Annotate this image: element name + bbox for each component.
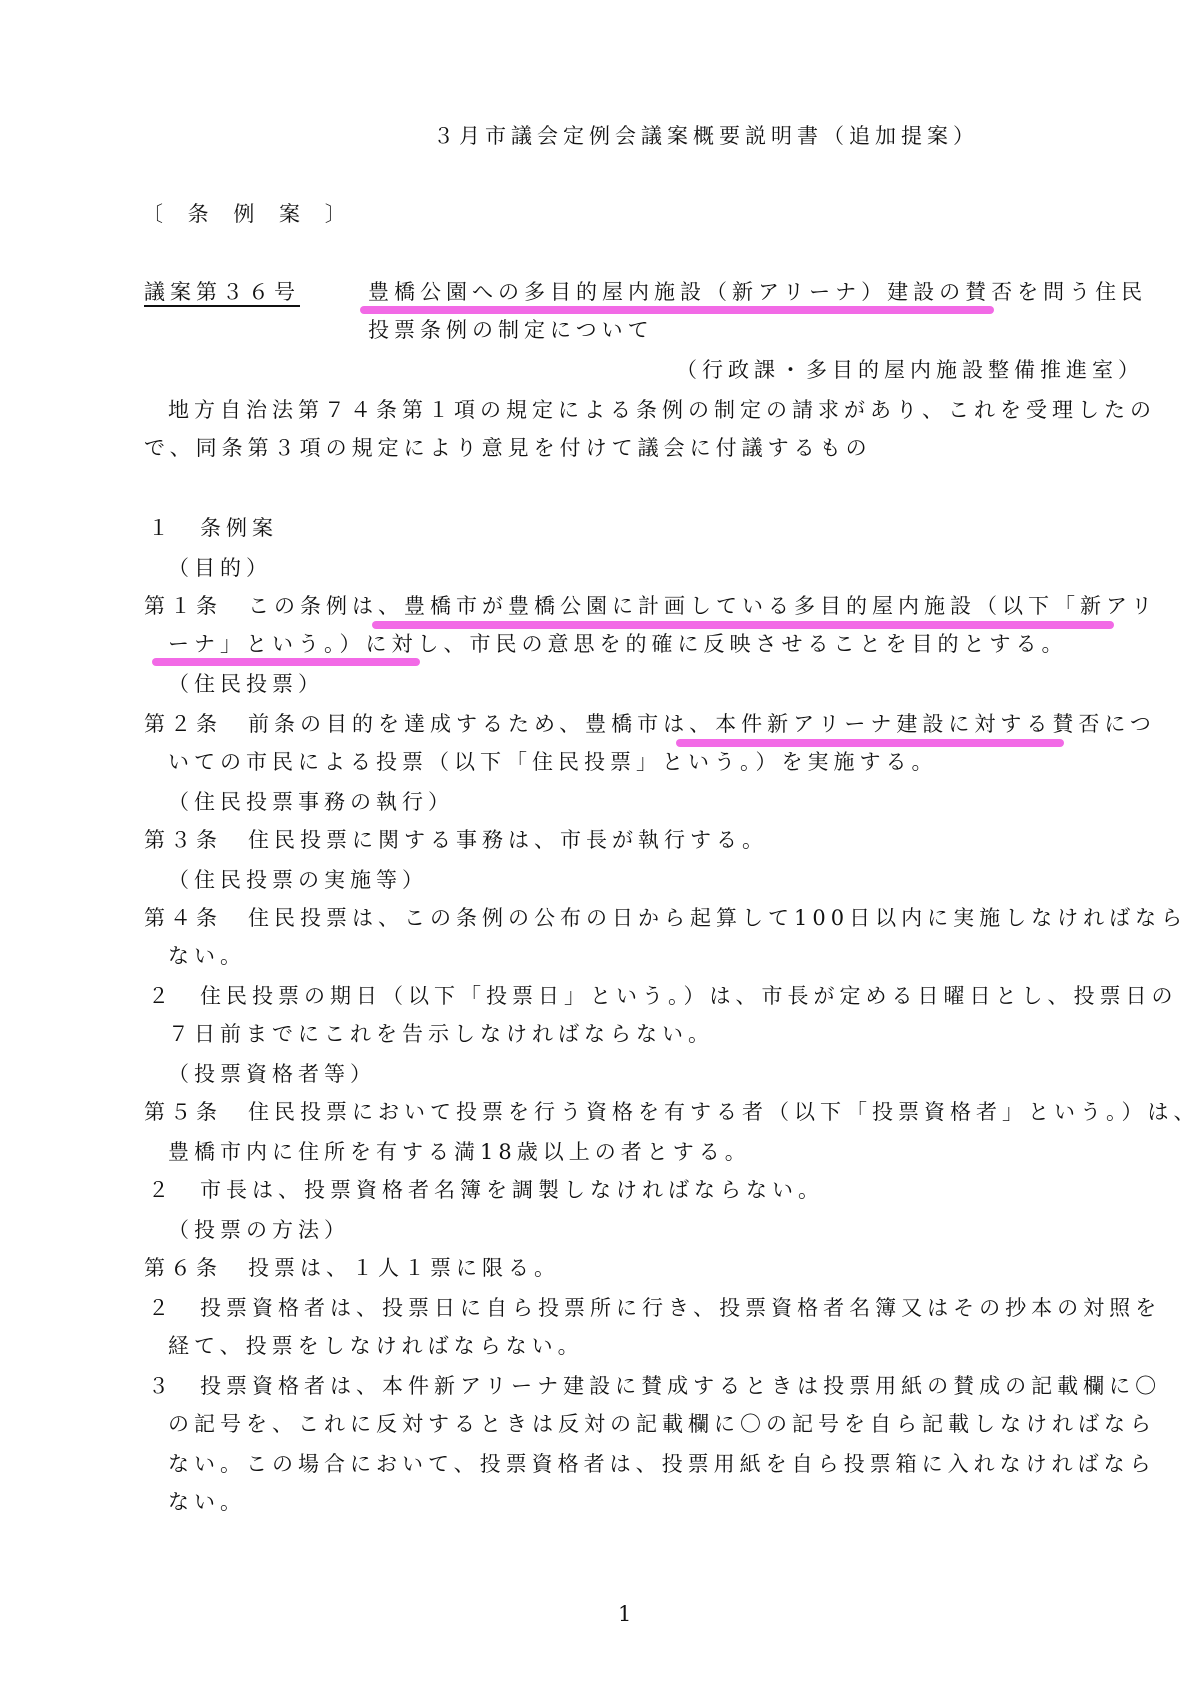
article-2-line1: 第２条 前条の目的を達成するため、豊橋市は、本件新アリーナ建設に対する賛否につ	[144, 712, 1156, 736]
article-heading: （投票の方法）	[168, 1218, 350, 1242]
highlight-mark	[152, 658, 420, 666]
bill-number: 議案第３６号	[144, 280, 300, 304]
article-5-line1: 第５条 住民投票において投票を行う資格を有する者（以下「投票資格者」という。）は、	[144, 1100, 1200, 1124]
article-6-para2-line1: ２ 投票資格者は、投票日に自ら投票所に行き、投票資格者名簿又はその抄本の対照を	[148, 1296, 1162, 1320]
highlight-mark	[360, 306, 994, 314]
article-4-line1: 第４条 住民投票は、この条例の公布の日から起算して100日以内に実施しなければなら	[144, 906, 1188, 930]
article-6-line1: 第６条 投票は、１人１票に限る。	[144, 1256, 560, 1280]
summary-line2: で、同条第３項の規定により意見を付けて議会に付議するもの	[144, 436, 872, 460]
article-1-line2: ーナ」という。）に対し、市民の意思を的確に反映させることを目的とする。	[168, 632, 1068, 656]
article-heading: （住民投票の実施等）	[168, 868, 428, 892]
article-4-para2-line2: ７日前までにこれを告示しなければならない。	[168, 1022, 714, 1046]
article-3-line1: 第３条 住民投票に関する事務は、市長が執行する。	[144, 828, 768, 852]
article-5-para2-line1: ２ 市長は、投票資格者名簿を調製しなければならない。	[148, 1178, 824, 1202]
article-6-para3-line3: ない。この場合において、投票資格者は、投票用紙を自ら投票箱に入れなければなら	[168, 1452, 1156, 1476]
article-2-line2: いての市民による投票（以下「住民投票」という。）を実施する。	[168, 750, 938, 774]
category-label: 〔 条 例 案 〕	[142, 202, 355, 226]
page-number: 1	[618, 1602, 632, 1626]
document-title: ３月市議会定例会議案概要説明書（追加提案）	[433, 124, 979, 148]
article-heading: （住民投票事務の執行）	[168, 790, 454, 814]
highlight-mark	[676, 739, 1064, 747]
bill-title-line2: 投票条例の制定について	[368, 318, 654, 342]
article-5-line2: 豊橋市内に住所を有する満18歳以上の者とする。	[168, 1140, 751, 1164]
article-6-para3-line4: ない。	[168, 1490, 246, 1514]
article-6-para2-line2: 経て、投票をしなければならない。	[168, 1334, 584, 1358]
article-1-line1: 第１条 この条例は、豊橋市が豊橋公園に計画している多目的屋内施設（以下「新アリ	[144, 594, 1158, 618]
summary-line1: 地方自治法第７４条第１項の規定による条例の制定の請求があり、これを受理したの	[168, 398, 1156, 422]
article-heading: （投票資格者等）	[168, 1062, 376, 1086]
highlight-mark	[372, 621, 1114, 629]
article-heading: （住民投票）	[168, 672, 324, 696]
department: （行政課・多目的屋内施設整備推進室）	[676, 358, 1144, 382]
article-4-para2-line1: ２ 住民投票の期日（以下「投票日」という。）は、市長が定める日曜日とし、投票日の	[148, 984, 1178, 1008]
article-4-line2: ない。	[168, 944, 246, 968]
article-6-para3-line2: の記号を、これに反対するときは反対の記載欄に〇の記号を自ら記載しなければなら	[168, 1412, 1156, 1436]
article-heading: （目的）	[168, 556, 272, 580]
section-heading: １ 条例案	[148, 516, 278, 540]
bill-title-line1: 豊橋公園への多目的屋内施設（新アリーナ）建設の賛否を問う住民	[368, 280, 1148, 304]
article-6-para3-line1: ３ 投票資格者は、本件新アリーナ建設に賛成するときは投票用紙の賛成の記載欄に〇	[148, 1374, 1162, 1398]
